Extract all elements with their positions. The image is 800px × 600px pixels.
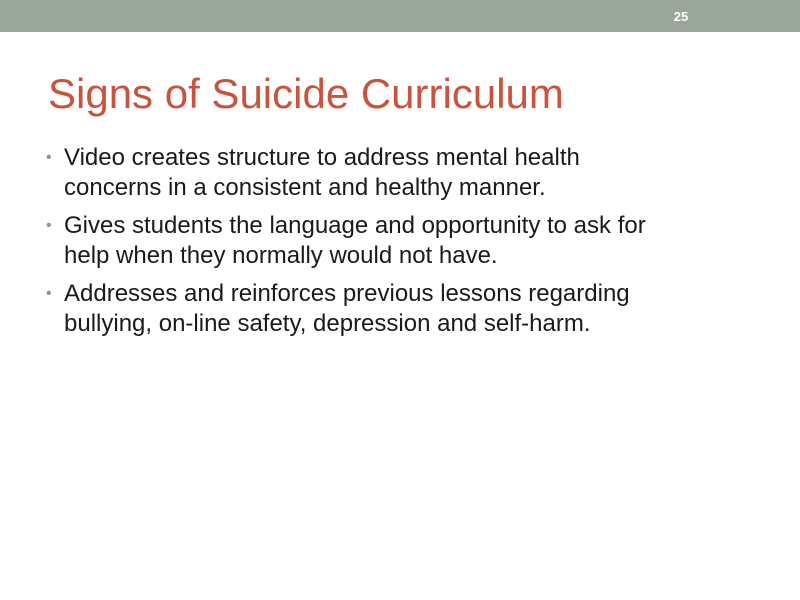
bullet-dot-icon: • (46, 149, 52, 166)
slide-number: 25 (673, 9, 689, 24)
bullet-1-line-1: Video creates structure to address mental health (64, 144, 580, 171)
bullet-1-line-2: concerns in a consistent and healthy manner. (64, 174, 546, 201)
bullet-2-line-1: Gives students the language and opportunity to ask for (64, 212, 646, 239)
bullet-list (46, 143, 746, 347)
bullet-dot-icon: • (46, 217, 52, 234)
bullet-2-line-2: help when they normally would not have. (64, 242, 498, 269)
bullet-item-3 (46, 279, 746, 339)
bullet-3-line-2: bullying, on-line safety, depression and self-harm. (64, 310, 591, 337)
bullet-dot-icon: • (46, 285, 52, 302)
top-band (0, 0, 800, 32)
bullet-3-line-1: Addresses and reinforces previous lessons regarding (64, 280, 630, 307)
bullet-item-2 (46, 211, 746, 271)
slide-title: Signs of Suicide Curriculum (48, 70, 564, 117)
bullet-item-1 (46, 143, 746, 203)
